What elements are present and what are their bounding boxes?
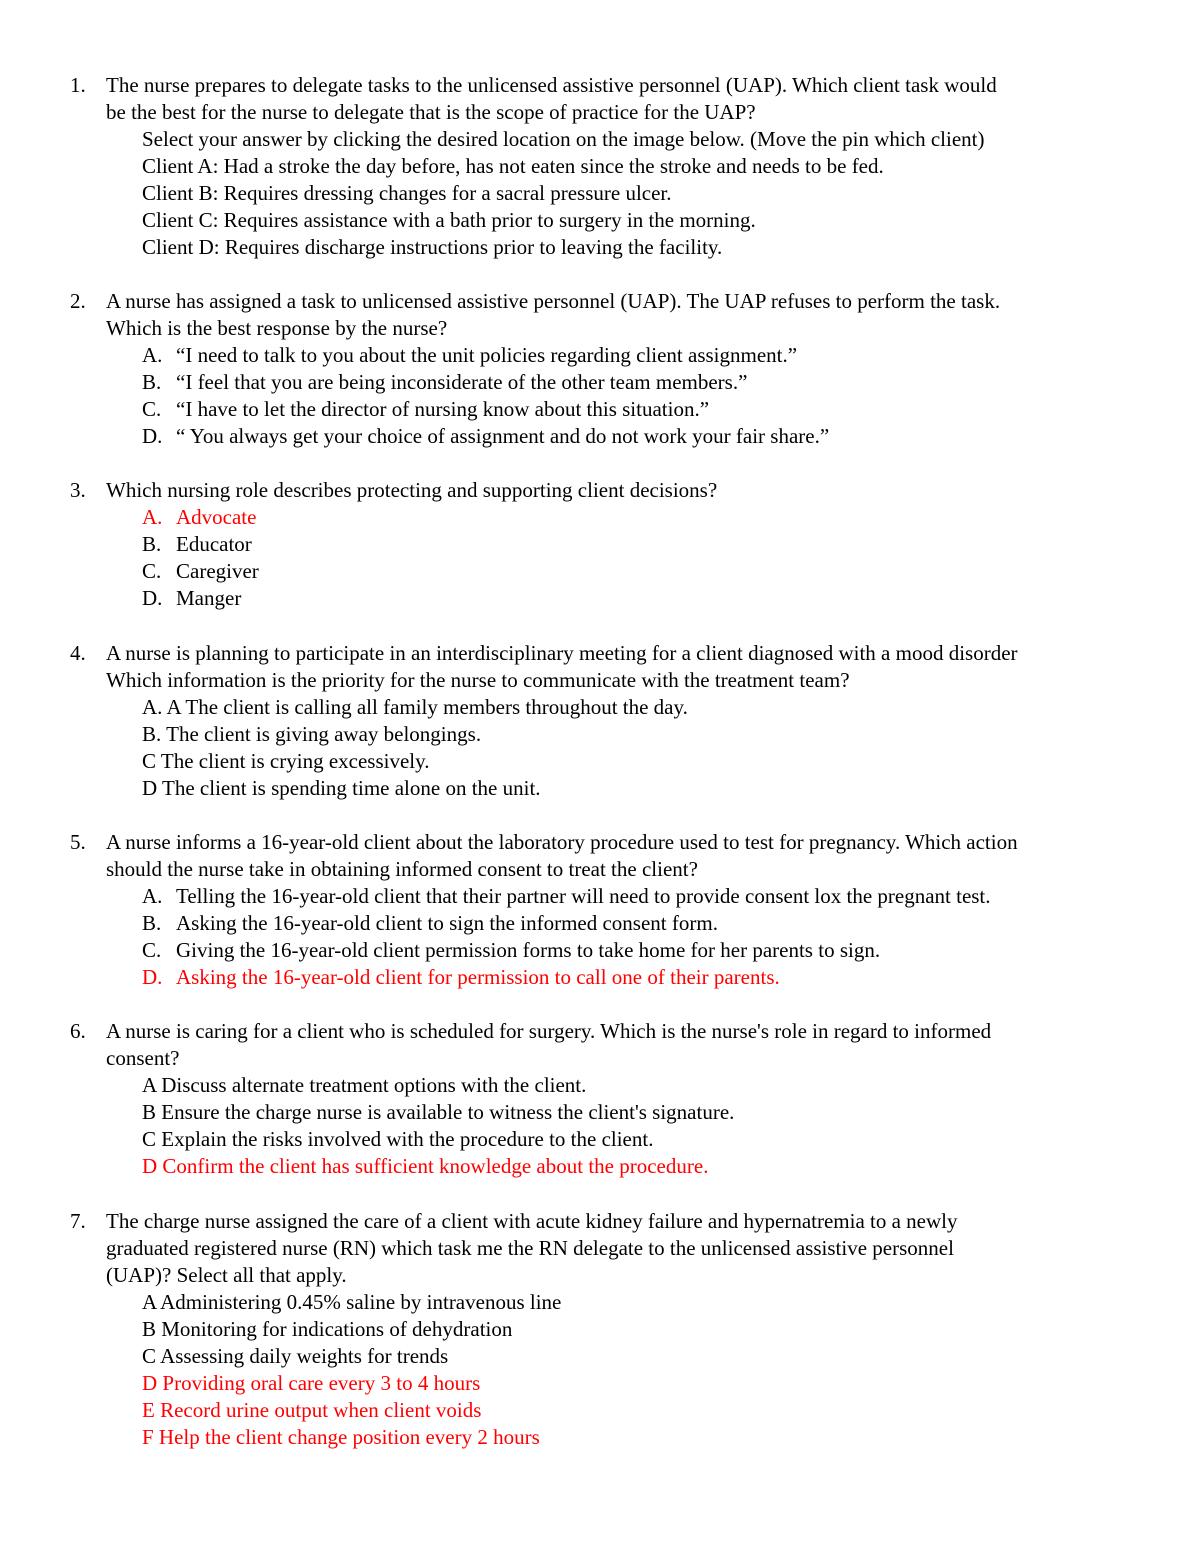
question-number: 5. — [70, 830, 86, 854]
question-stem-line — [70, 1208, 1160, 1235]
question-7 — [70, 1208, 1160, 1451]
option-a[interactable] — [70, 883, 1160, 910]
option-b[interactable] — [70, 531, 1160, 558]
question-4 — [70, 640, 1160, 802]
option-f-correct[interactable]: F Help the client change position every 2 hours — [142, 1425, 540, 1449]
question-stem: A nurse has assigned a task to unlicensed assistive personnel (UAP). The UAP refuses to perform the task. — [106, 289, 1001, 313]
question-5 — [70, 829, 1160, 991]
option-label: A. — [142, 505, 163, 529]
question-stem: The charge nurse assigned the care of a client with acute kidney failure and hypernatremia to a newly — [106, 1209, 958, 1233]
option-text: “ You always get your choice of assignment and do not work your fair share.” — [176, 424, 830, 448]
question-3 — [70, 477, 1160, 612]
option-c[interactable]: C Explain the risks involved with the procedure to the client. — [142, 1127, 654, 1151]
option-label: B. — [142, 532, 162, 556]
question-number: 3. — [70, 478, 86, 502]
question-stem-line — [70, 288, 1160, 315]
question-6 — [70, 1018, 1160, 1180]
option-d[interactable] — [70, 585, 1160, 612]
option-label: A. — [142, 884, 163, 908]
option-label: D. — [142, 424, 163, 448]
option-label: C. — [142, 938, 162, 962]
question-stem: A nurse is planning to participate in an interdisciplinary meeting for a client diagnosed with a mood disorder — [106, 641, 1018, 665]
question-number: 7. — [70, 1209, 86, 1233]
instruction-text: Select your answer by clicking the desired location on the image below. (Move the pin which client) — [142, 127, 985, 151]
question-stem: Which is the best response by the nurse? — [106, 316, 448, 340]
question-number: 6. — [70, 1019, 86, 1043]
option-text: “I feel that you are being inconsiderate of the other team members.” — [176, 370, 748, 394]
question-stem: consent? — [106, 1046, 180, 1070]
option-c[interactable] — [70, 558, 1160, 585]
question-2 — [70, 288, 1160, 450]
option-label: C. — [142, 559, 162, 583]
option-text: Asking the 16-year-old client to sign the informed consent form. — [176, 911, 718, 935]
option-text: Telling the 16-year-old client that their partner will need to provide consent lox the pregnant test. — [176, 884, 991, 908]
option-c[interactable]: C Assessing daily weights for trends — [142, 1344, 449, 1368]
option-b[interactable] — [70, 369, 1160, 396]
option-b[interactable]: B. The client is giving away belongings. — [142, 722, 482, 746]
option-label: D. — [142, 965, 163, 989]
question-stem: Which nursing role describes protecting and supporting client decisions? — [106, 478, 718, 502]
option-d-correct[interactable]: D Providing oral care every 3 to 4 hours — [142, 1371, 481, 1395]
option-text: “I need to talk to you about the unit policies regarding client assignment.” — [176, 343, 798, 367]
option-label: D. — [142, 586, 163, 610]
question-stem: The nurse prepares to delegate tasks to the unlicensed assistive personnel (UAP). Which client task would — [106, 73, 997, 97]
question-stem-line — [70, 1018, 1160, 1045]
question-number: 2. — [70, 289, 86, 313]
option-text: Caregiver — [176, 559, 259, 583]
option-text: Asking the 16-year-old client for permission to call one of their parents. — [176, 965, 780, 989]
option-label: B. — [142, 370, 162, 394]
question-stem-line — [70, 829, 1160, 856]
option-c[interactable] — [70, 937, 1160, 964]
question-number: 4. — [70, 641, 86, 665]
option-d-correct[interactable] — [70, 964, 1160, 991]
option-d[interactable]: D The client is spending time alone on the unit. — [142, 776, 541, 800]
option-text: Advocate — [176, 505, 257, 529]
question-stem: Which information is the priority for the nurse to communicate with the treatment team? — [106, 668, 850, 692]
option-a[interactable]: A Administering 0.45% saline by intravenous line — [142, 1290, 562, 1314]
question-number: 1. — [70, 73, 86, 97]
option-b[interactable]: B Monitoring for indications of dehydration — [142, 1317, 513, 1341]
option-c[interactable]: C The client is crying excessively. — [142, 749, 430, 773]
question-stem: should the nurse take in obtaining informed consent to treat the client? — [106, 857, 698, 881]
question-stem: graduated registered nurse (RN) which task me the RN delegate to the unlicensed assistive personnel — [106, 1236, 954, 1260]
option-text: Educator — [176, 532, 252, 556]
option-client-d[interactable]: Client D: Requires discharge instructions prior to leaving the facility. — [142, 235, 723, 259]
option-c[interactable] — [70, 396, 1160, 423]
option-text: Giving the 16-year-old client permission forms to take home for her parents to sign. — [176, 938, 881, 962]
option-d[interactable] — [70, 423, 1160, 450]
option-d-correct[interactable]: D Confirm the client has sufficient knowledge about the procedure. — [142, 1154, 709, 1178]
question-stem-line — [70, 477, 1160, 504]
question-stem-line — [70, 640, 1160, 667]
question-stem: A nurse is caring for a client who is scheduled for surgery. Which is the nurse's role in regard to informed — [106, 1019, 992, 1043]
option-b[interactable]: B Ensure the charge nurse is available to witness the client's signature. — [142, 1100, 735, 1124]
option-e-correct[interactable]: E Record urine output when client voids — [142, 1398, 482, 1422]
option-text: “I have to let the director of nursing know about this situation.” — [176, 397, 710, 421]
question-stem: be the best for the nurse to delegate that is the scope of practice for the UAP? — [106, 100, 756, 124]
question-stem-line — [70, 72, 1160, 99]
option-text: Manger — [176, 586, 242, 610]
option-a-correct[interactable] — [70, 504, 1160, 531]
option-client-a[interactable]: Client A: Had a stroke the day before, has not eaten since the stroke and needs to be fed. — [142, 154, 884, 178]
option-a[interactable]: A. A The client is calling all family members throughout the day. — [142, 695, 688, 719]
option-label: A. — [142, 343, 163, 367]
option-label: B. — [142, 911, 162, 935]
question-stem: (UAP)? Select all that apply. — [106, 1263, 347, 1287]
option-label: C. — [142, 397, 162, 421]
option-client-c[interactable]: Client C: Requires assistance with a bath prior to surgery in the morning. — [142, 208, 756, 232]
question-1 — [70, 72, 1160, 261]
option-a[interactable] — [70, 342, 1160, 369]
option-a[interactable]: A Discuss alternate treatment options with the client. — [142, 1073, 587, 1097]
option-b[interactable] — [70, 910, 1160, 937]
option-client-b[interactable]: Client B: Requires dressing changes for a sacral pressure ulcer. — [142, 181, 672, 205]
question-stem: A nurse informs a 16-year-old client about the laboratory procedure used to test for pregnancy. Which action — [106, 830, 1018, 854]
